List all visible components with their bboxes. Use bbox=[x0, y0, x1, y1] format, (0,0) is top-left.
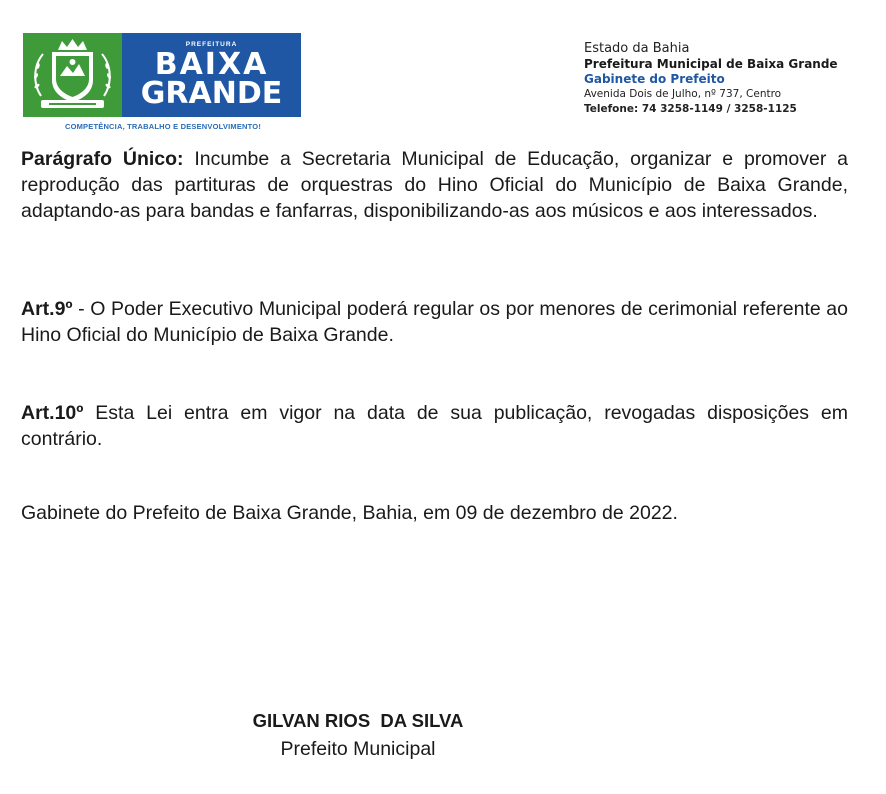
letterhead-address bbox=[584, 41, 838, 117]
phone-line: Telefone: 74 3258-1149 / 3258-1125 bbox=[584, 103, 797, 115]
logo-name-panel bbox=[122, 33, 301, 117]
paragrafo-unico-text: Incumbe a Secretaria Municipal de Educação, organizar e promover a reprodução das partituras de orquestras do Hino Oficial do Município de Baixa Grande, adaptando-as para bandas e fanfarras, disponibilizando-as aos músicos e aos interessados. bbox=[21, 148, 848, 222]
logo-slogan: COMPETÊNCIA, TRABALHO E DESENVOLVIMENTO! bbox=[64, 122, 262, 131]
article-10-label: Art.10º bbox=[21, 402, 84, 424]
logo-city-line1: BAIXA bbox=[154, 47, 269, 82]
closing-statement: Gabinete do Prefeito de Baixa Grande, Bahia, em 09 de dezembro de 2022. bbox=[21, 502, 678, 524]
logo-crest-panel bbox=[23, 33, 122, 117]
state-name: Estado da Bahia bbox=[584, 41, 690, 56]
article-9-label: Art.9º bbox=[21, 298, 73, 320]
logo-city-line2: GRANDE bbox=[140, 76, 283, 111]
paragrafo-unico bbox=[21, 146, 848, 224]
article-9-text: - O Poder Executivo Municipal poderá regular os por menores de cerimonial referente ao Hino Oficial do Município de Baixa Grande. bbox=[21, 298, 848, 346]
article-10-text: Esta Lei entra em vigor na data de sua publicação, revogadas disposições em contrário. bbox=[21, 402, 848, 450]
article-9 bbox=[21, 296, 848, 348]
signatory-title: Prefeito Municipal bbox=[280, 738, 436, 760]
paragrafo-unico-label: Parágrafo Único: bbox=[21, 148, 184, 170]
signatory-name: GILVAN RIOS DA SILVA bbox=[252, 710, 464, 731]
logo-prefeitura-label: PREFEITURA bbox=[185, 41, 238, 48]
address-line: Avenida Dois de Julho, nº 737, Centro bbox=[584, 88, 782, 100]
municipal-logo bbox=[23, 33, 303, 133]
office-name: Gabinete do Prefeito bbox=[584, 72, 725, 86]
prefeitura-name: Prefeitura Municipal de Baixa Grande bbox=[584, 57, 838, 71]
coat-of-arms-icon bbox=[27, 36, 118, 114]
article-10 bbox=[21, 400, 848, 452]
logo-banner bbox=[23, 33, 301, 117]
